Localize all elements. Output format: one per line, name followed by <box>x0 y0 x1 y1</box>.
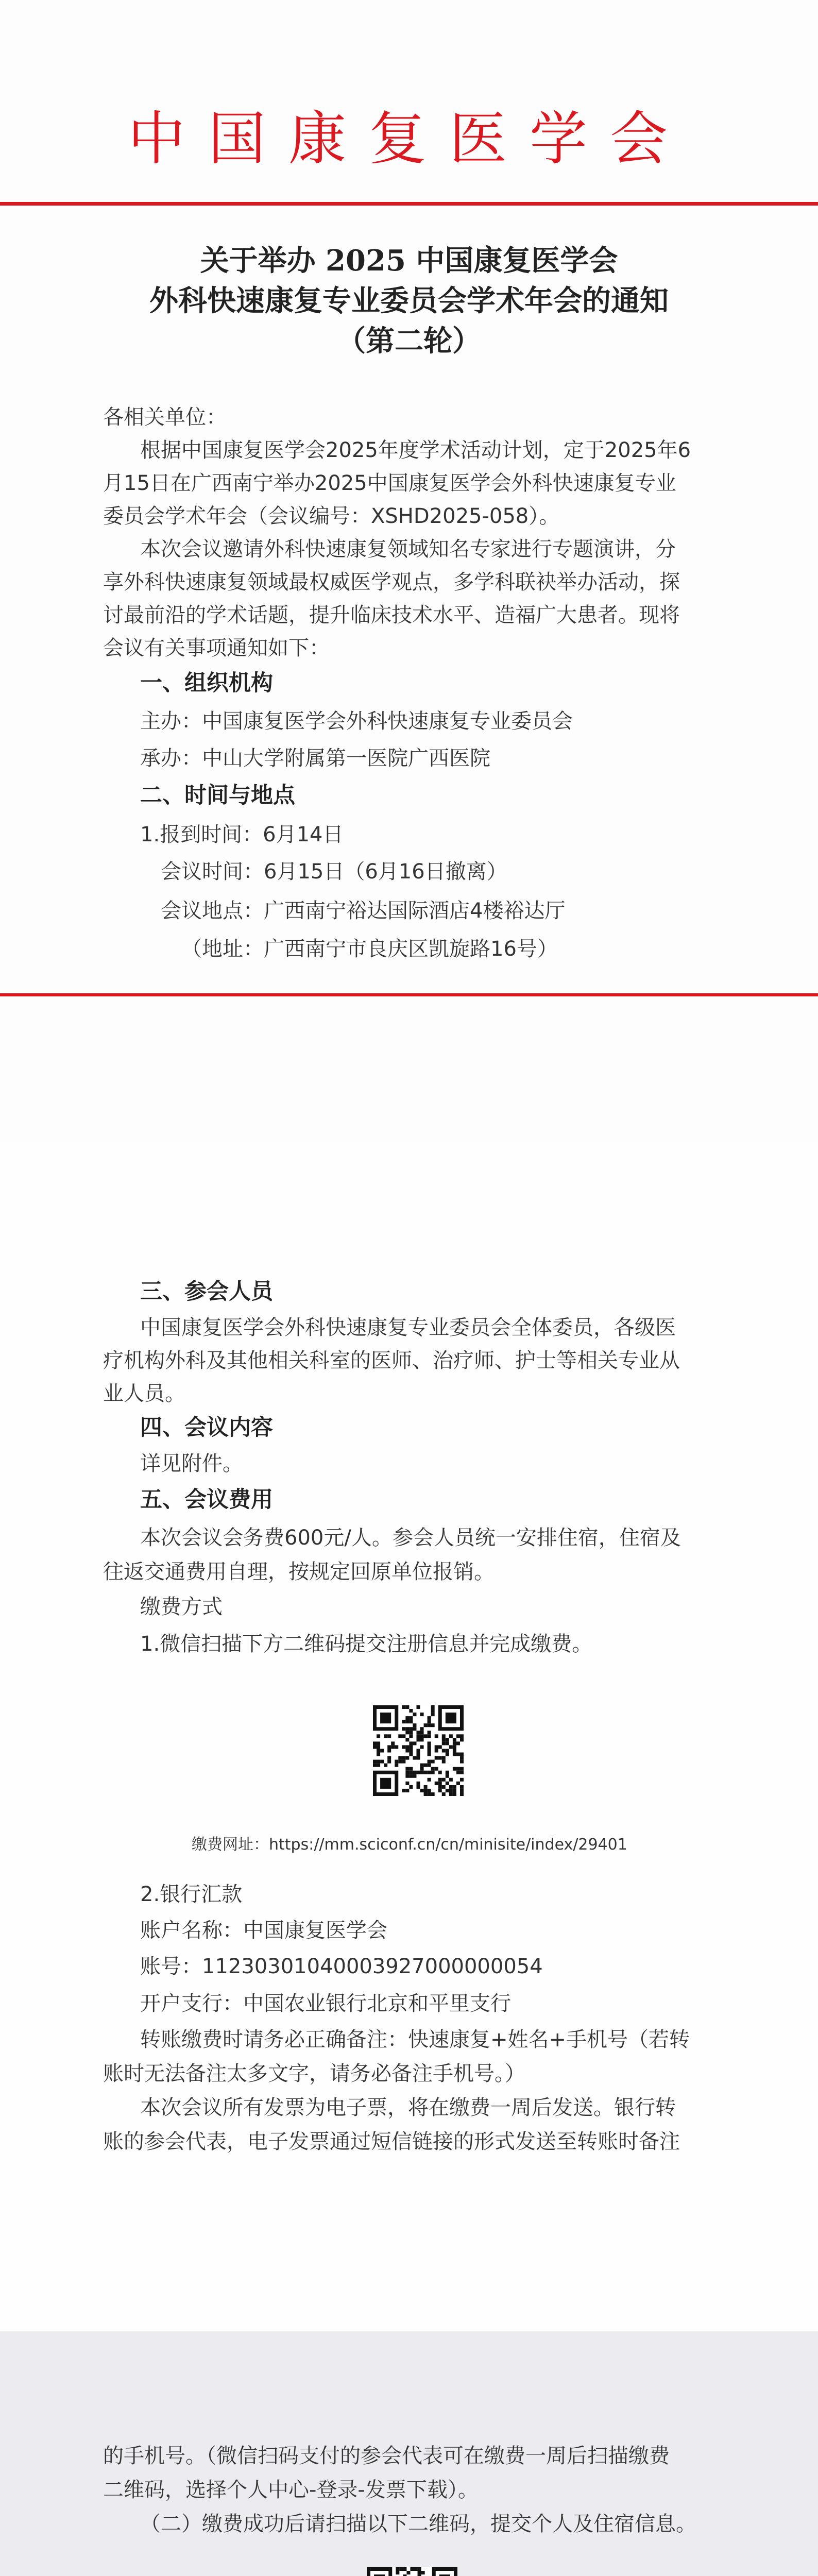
content-line: 详见附件。 <box>140 1452 243 1476</box>
intro-line: 讨最前沿的学术话题，提升临床技术水平、造福广大患者。现将 <box>103 603 680 627</box>
account-name: 账户名称：中国康复医学会 <box>140 1919 387 1942</box>
red-divider <box>0 202 818 206</box>
intro-line: 会议有关事项通知如下： <box>103 636 330 660</box>
intro-line: 本次会议邀请外科快速康复领域知名专家进行专题演讲，分 <box>140 537 676 561</box>
meeting-time: 会议时间：6月15日（6月16日撤离） <box>161 860 507 884</box>
bank-branch: 开户支行：中国农业银行北京和平里支行 <box>140 1992 511 2015</box>
pay-methods-label: 缴费方式 <box>140 1595 223 1619</box>
red-divider <box>0 993 818 996</box>
notice-title-line1: 关于举办 2025 中国康复医学会 <box>200 244 618 278</box>
payment-url[interactable]: 缴费网址：https://mm.sciconf.cn/cn/minisite/index/29401 <box>192 1836 627 1854</box>
invoice-line: 本次会议所有发票为电子票，将在缴费一周后发送。银行转 <box>140 2096 676 2120</box>
section-heading: 五、会议费用 <box>140 1487 273 1513</box>
report-time: 1.报到时间：6月14日 <box>140 823 344 846</box>
section-heading: 四、会议内容 <box>140 1415 273 1440</box>
greeting: 各相关单位： <box>103 405 227 429</box>
notice-title-line2: 外科快速康复专业委员会学术年会的通知 <box>149 284 669 318</box>
fee-line: 往返交通费用自理，按规定回原单位报销。 <box>103 1560 495 1584</box>
invoice-cont-line: 二维码，选择个人中心-登录-发票下载）。 <box>103 2478 479 2502</box>
attendees-line: 疗机构外科及其他相关科室的医师、治疗师、护士等相关专业从 <box>103 1349 680 1372</box>
intro-line: 享外科快速康复领域最权威医学观点，多学科联袂举办活动，探 <box>103 570 680 594</box>
intro-line: 月15日在广西南宁举办2025中国康复医学会外科快速康复专业 <box>103 471 676 495</box>
page-3 <box>0 2331 818 2576</box>
transfer-note-line: 转账缴费时请务必正确备注：快速康复+姓名+手机号（若转 <box>140 2028 690 2052</box>
intro-line: 委员会学术年会（会议编号：XSHD2025-058）。 <box>103 504 560 528</box>
page-1 <box>0 0 818 1141</box>
org-title: 中国康复医学会 <box>128 106 690 173</box>
fee-line: 本次会议会务费600元/人。参会人员统一安排住宿，住宿及 <box>140 1526 681 1550</box>
transfer-note-line: 账时无法备注太多文字，请务必备注手机号。） <box>103 2062 525 2086</box>
meeting-venue: 会议地点：广西南宁裕达国际酒店4楼裕达厅 <box>161 899 566 923</box>
page-2 <box>0 1141 818 2331</box>
registration-qr-code[interactable] <box>367 2567 457 2576</box>
payment-qr-code[interactable] <box>373 1705 464 1796</box>
attendees-line: 中国康复医学会外科快速康复专业委员会全体委员，各级医 <box>140 1316 676 1340</box>
intro-line: 根据中国康复医学会2025年度学术活动计划，定于2025年6 <box>140 438 691 462</box>
invoice-cont-line: 的手机号。（微信扫码支付的参会代表可在缴费一周后扫描缴费 <box>103 2444 670 2468</box>
registration-scan-line: （二）缴费成功后请扫描以下二维码，提交个人及住宿信息。 <box>140 2512 696 2536</box>
section-heading: 一、组织机构 <box>140 670 273 696</box>
host-line: 主办：中国康复医学会外科快速康复专业委员会 <box>140 709 573 733</box>
bank-transfer-label: 2.银行汇款 <box>140 1883 243 1906</box>
wechat-pay-line: 1.微信扫描下方二维码提交注册信息并完成缴费。 <box>140 1632 593 1656</box>
notice-title-line3: （第二轮） <box>337 324 481 358</box>
section-heading: 三、参会人员 <box>140 1279 273 1304</box>
invoice-line: 账的参会代表，电子发票通过短信链接的形式发送至转账时备注 <box>103 2130 680 2154</box>
attendees-line: 业人员。 <box>103 1382 185 1405</box>
venue-address: （地址：广西南宁市良庆区凯旋路16号） <box>181 937 558 961</box>
account-number: 账号：11230301040003927000000054 <box>140 1955 543 1978</box>
organizer-line: 承办：中山大学附属第一医院广西医院 <box>140 747 490 770</box>
section-heading: 二、时间与地点 <box>140 783 295 808</box>
